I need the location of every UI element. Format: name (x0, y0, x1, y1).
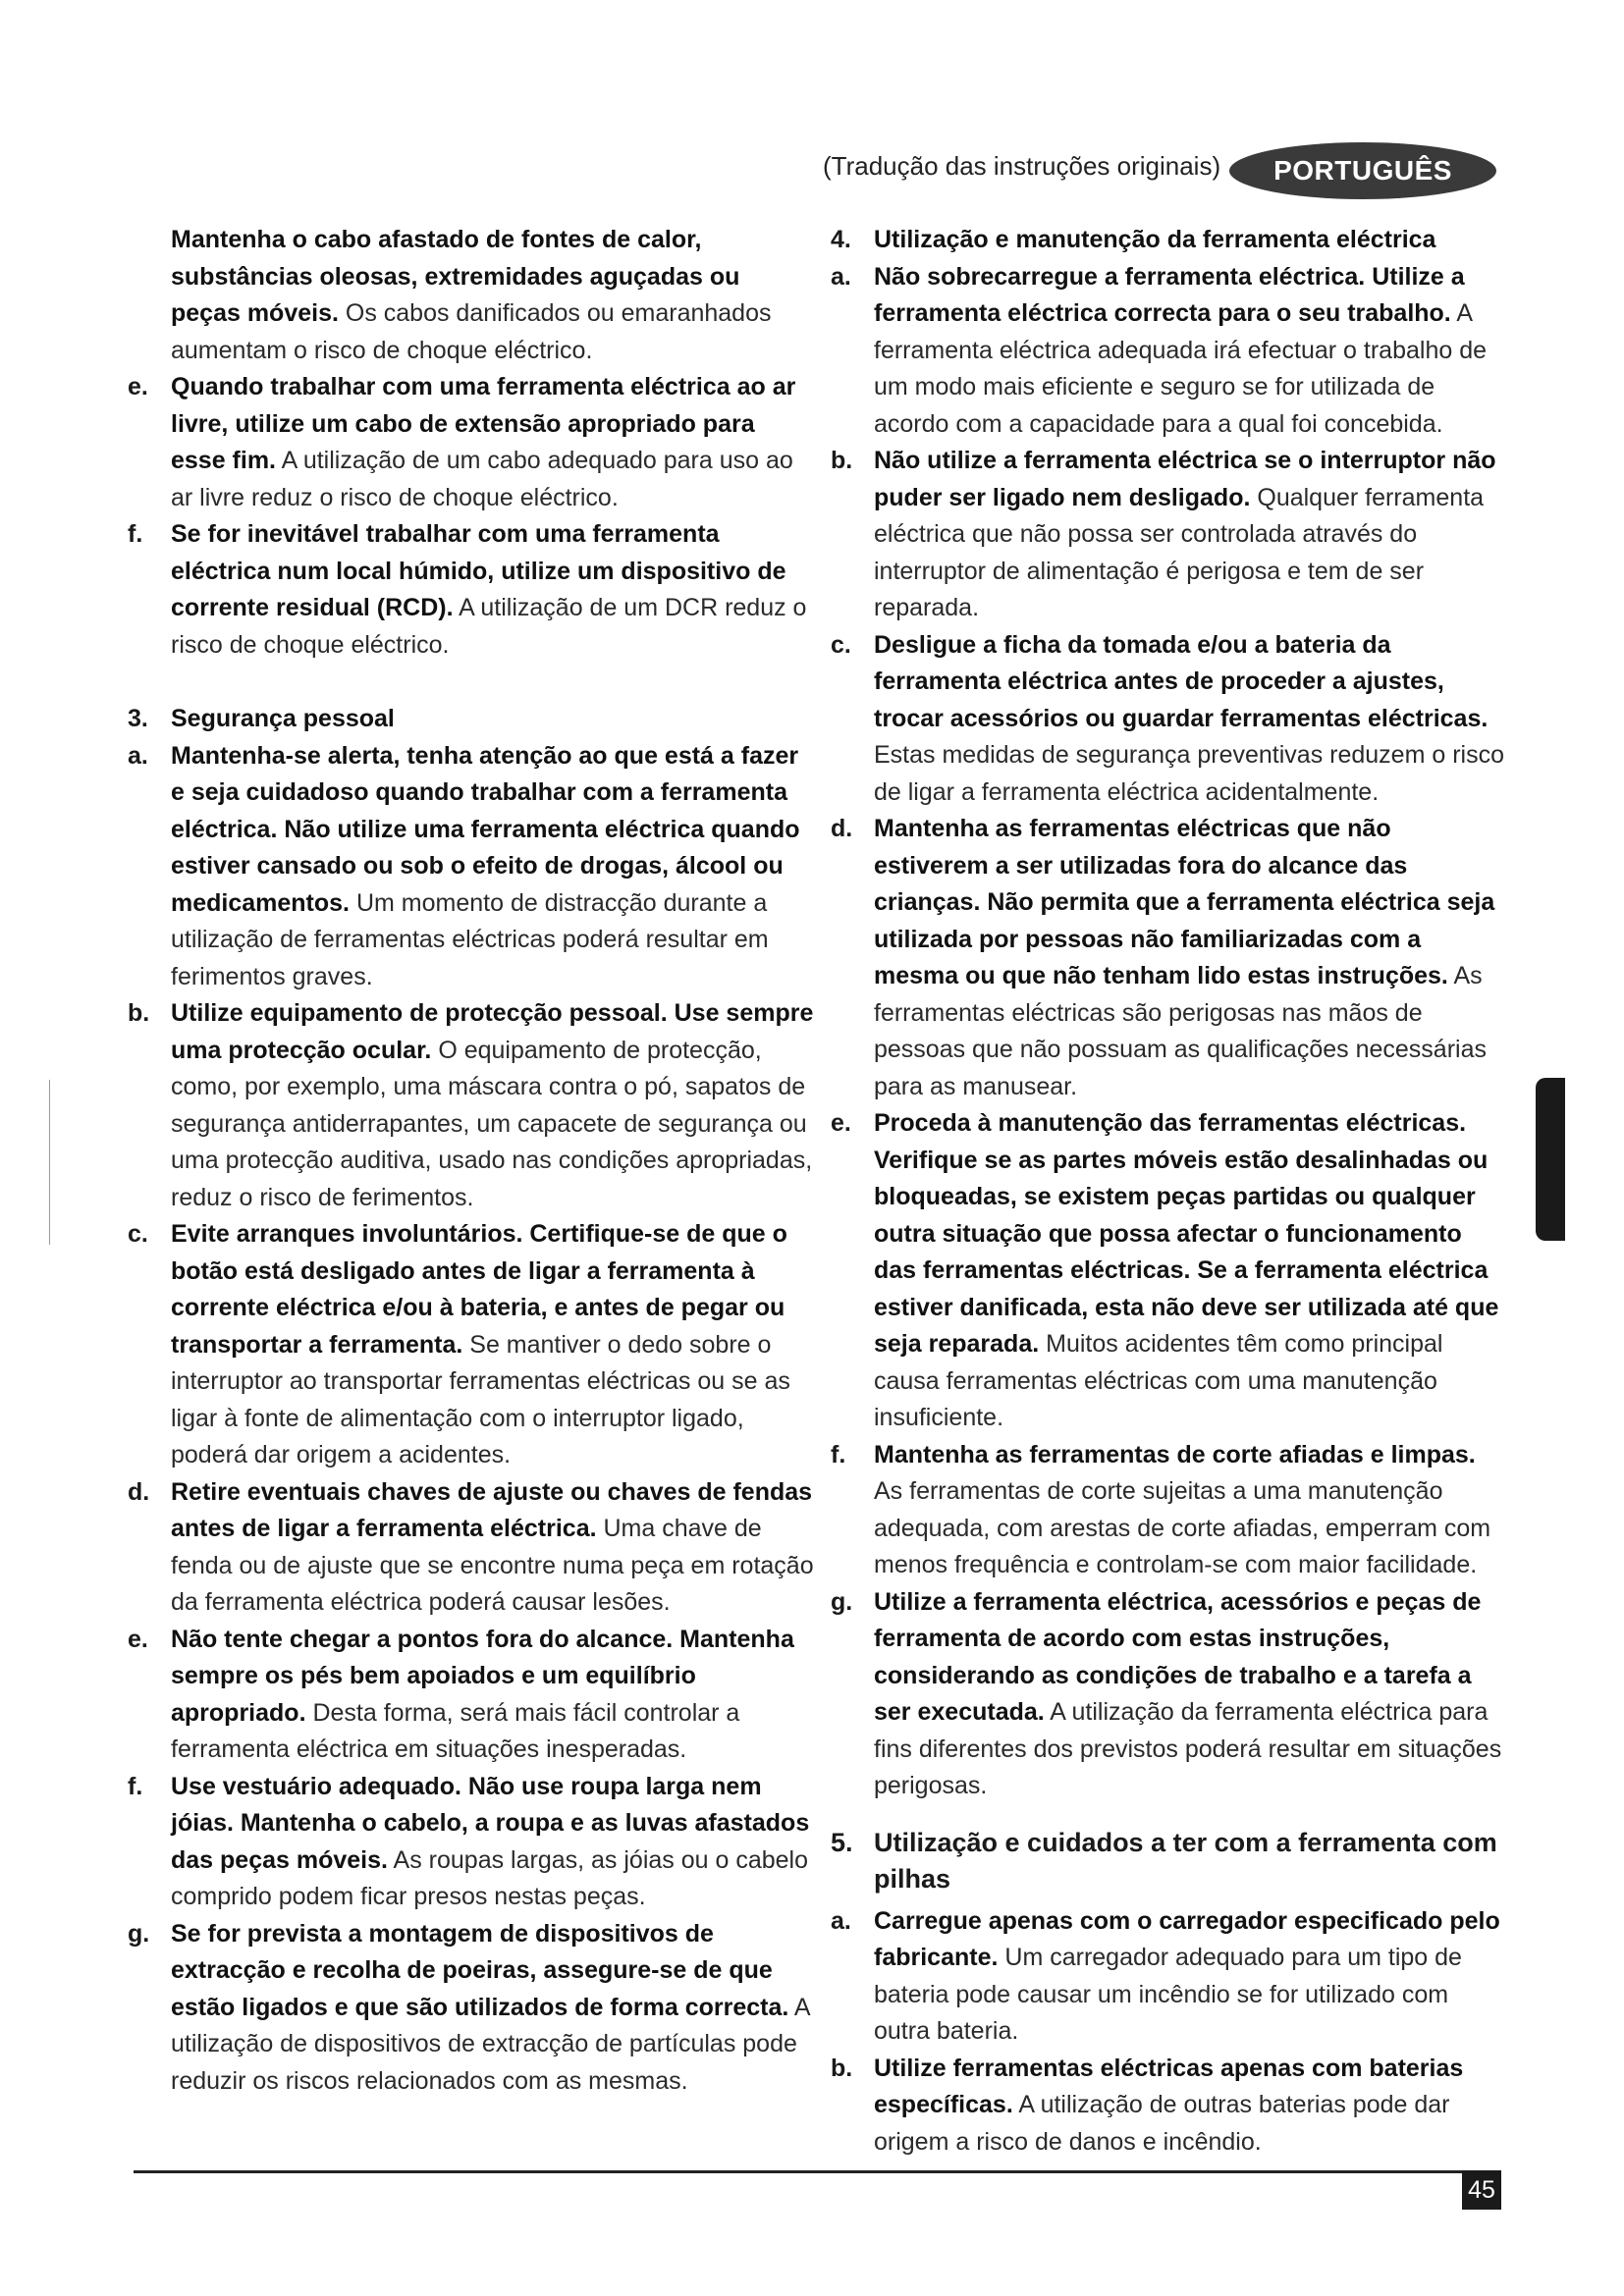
page-header-note: (Tradução das instruções originais) (823, 151, 1221, 181)
continued-item: Mantenha o cabo afastado de fontes de calor, substâncias oleosas, extremidades aguçadas ou peças móveis. Os cabos danificados ou emaranhados aumentam o risco de choque eléctrico. (171, 226, 772, 364)
item-3e: e. Não tente chegar a pontos fora do alcance. Mantenha sempre os pés bem apoiados e um equilíbrio apropriado. Desta forma, será mais fácil controlar a ferramenta eléctrica em situações inesperadas. (128, 1625, 794, 1763)
item-4g: g. Utilize a ferramenta eléctrica, acessórios e peças de ferramenta de acordo com estas instruções, considerando as condições de trabalho e a tarefa a ser executada. A utilização da ferramenta eléctrica para fins diferentes dos previstos poderá resultar em situações perigosas. (831, 1587, 1502, 1799)
item-2f: f. Se for inevitável trabalhar com uma ferramenta eléctrica num local húmido, utilize um dispositivo de corrente residual (RCD). A utilização de um DCR reduz o risco de choque eléctrico. (128, 520, 807, 659)
item-3g: g. Se for prevista a montagem de dispositivos de extracção e recolha de poeiras, assegure-se de que estão ligados e que são utilizados de forma correcta. A utilização de dispositivos de extracção de partículas pode reduzir os riscos relacionados com as mesmas. (128, 1919, 810, 2095)
item-5a: a. Carregue apenas com o carregador especificado pelo fabricante. Um carregador adequado para um tipo de bateria pode causar um incêndio se for utilizado com outra bateria. (831, 1906, 1500, 2045)
right-column (831, 222, 1508, 2161)
item-3f: f. Use vestuário adequado. Não use roupa larga nem jóias. Mantenha o cabelo, a roupa e as luvas afastados das peças móveis. As roupas largas, as jóias ou o cabelo comprido podem ficar presos nestas peças. (128, 1772, 810, 1910)
section-3-heading: 3. Segurança pessoal (128, 705, 395, 732)
item-3c: c. Evite arranques involuntários. Certifique-se de que o botão está desligado antes de ligar a ferramenta à corrente eléctrica e/ou à bateria, e antes de pegar ou transportar a ferramenta. Se mantiver o dedo sobre o interruptor ao transportar ferramentas eléctricas ou se as ligar à fonte de alimentação com o interruptor ligado, poderá dar origem a acidentes. (128, 1220, 790, 1468)
side-thumb-tab (1536, 1078, 1565, 1241)
left-column (128, 222, 815, 2100)
item-4c: c. Desligue a ficha da tomada e/ou a bateria da ferramenta eléctrica antes de proceder a ajustes, trocar acessórios ou guardar ferramentas eléctricas. Estas medidas de segurança preventivas reduzem o risco de ligar a ferramenta eléctrica acidentalmente. (831, 630, 1504, 806)
section-5-heading: 5. Utilização e cuidados a ter com a ferramenta com pilhas (831, 1827, 1497, 1894)
item-2e: e. Quando trabalhar com uma ferramenta eléctrica ao ar livre, utilize um cabo de extensão apropriado para esse fim. A utilização de um cabo adequado para uso ao ar livre reduz o risco de choque eléctrico. (128, 373, 796, 511)
item-3b: b. Utilize equipamento de protecção pessoal. Use sempre uma protecção ocular. O equipamento de protecção, como, por exemplo, uma máscara contra o pó, sapatos de segurança antiderrapantes, um capacete de segurança ou uma protecção auditiva, usado nas condições apropriadas, reduz o risco de ferimentos. (128, 999, 814, 1211)
item-4e: e. Proceda à manutenção das ferramentas eléctricas. Verifique se as partes móveis estão desalinhadas ou bloqueadas, se existem peças partidas ou qualquer outra situação que possa afectar o funcionamento das ferramentas eléctricas. Se a ferramenta eléctrica estiver danificada, esta não deve ser utilizada até que seja reparada. Muitos acidentes têm como principal causa ferramentas eléctricas com uma manutenção insuficiente. (831, 1109, 1499, 1431)
item-4f: f. Mantenha as ferramentas de corte afiadas e limpas. As ferramentas de corte sujeitas a uma manutenção adequada, com arestas de corte afiadas, emperram com menos frequência e controlam-se com maior facilidade. (831, 1440, 1491, 1578)
bottom-rule (134, 2170, 1467, 2173)
item-4a: a. Não sobrecarregue a ferramenta eléctrica. Utilize a ferramenta eléctrica correcta para o seu trabalho. A ferramenta eléctrica adequada irá efectuar o trabalho de um modo mais eficiente e seguro se for utilizada de acordo com a capacidade para a qual foi concebida. (831, 262, 1487, 438)
page-number: 45 (1462, 2170, 1501, 2210)
item-4d: d. Mantenha as ferramentas eléctricas que não estiverem a ser utilizadas fora do alcance das crianças. Não permita que a ferramenta eléctrica seja utilizada por pessoas não familiarizadas com a mesma ou que não tenham lido estas instruções. As ferramentas eléctricas são perigosas nas mãos de pessoas que não possuam as qualificações necessárias para as manusear. (831, 815, 1495, 1100)
section-4-heading: 4. Utilização e manutenção da ferramenta eléctrica (831, 226, 1436, 253)
left-margin-rule (49, 1080, 50, 1245)
item-3a: a. Mantenha-se alerta, tenha atenção ao que está a fazer e seja cuidadoso quando trabalhar com a ferramenta eléctrica. Não utilize uma ferramenta eléctrica quando estiver cansado ou sob o efeito de drogas, álcool ou medicamentos. Um momento de distracção durante a utilização de ferramentas eléctricas poderá resultar em ferimentos graves. (128, 741, 800, 990)
language-badge: PORTUGUÊS (1229, 142, 1496, 199)
item-4b: b. Não utilize a ferramenta eléctrica se o interruptor não puder ser ligado nem desligado. Qualquer ferramenta eléctrica que não possa ser controlada através do interruptor de alimentação é perigosa e tem de ser reparada. (831, 447, 1496, 621)
item-5b: b. Utilize ferramentas eléctricas apenas com baterias específicas. A utilização de outras baterias pode dar origem a risco de danos e incêndio. (831, 2054, 1464, 2156)
item-3d: d. Retire eventuais chaves de ajuste ou chaves de fendas antes de ligar a ferramenta eléctrica. Uma chave de fenda ou de ajuste que se encontre numa peça em rotação da ferramenta eléctrica poderá causar lesões. (128, 1477, 814, 1616)
